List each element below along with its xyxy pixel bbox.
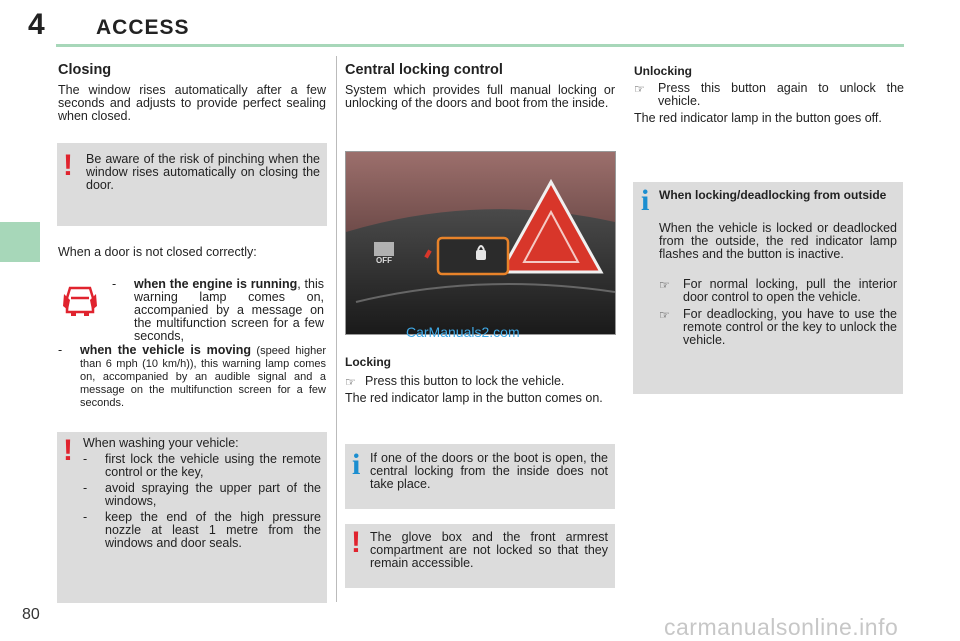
pointing-hand-icon: ☞ [659, 278, 670, 292]
unlocking-text: The red indicator lamp in the button goes off. [634, 111, 882, 125]
outside-info-text: When the vehicle is locked or deadlocked from the outside, the red indicator lamp flashes and the button is inactive. [659, 221, 897, 261]
pinching-warning-text: Be aware of the risk of pinching when the window rises automatically on closing the door. [86, 152, 320, 192]
glovebox-warning-box [345, 524, 615, 588]
photo-watermark: CarManuals2.com [406, 324, 520, 340]
footer-watermark: carmanualsonline.info [664, 614, 899, 640]
photo-off-label: OFF [376, 256, 392, 265]
washing-item: - keep the end of the high pressure nozzle at least 1 metre from the windows and door seals. [83, 510, 321, 550]
chapter-title: ACCESS [96, 16, 190, 39]
engine-running-text: , this warning lamp comes on, accompanied by a message on the multifunction screen for a few seconds, [134, 277, 325, 343]
column-divider [336, 56, 337, 602]
unlocking-step: ☞ Press this button again to unlock the vehicle. [634, 81, 904, 108]
washing-item: - first lock the vehicle using the remote control or the key, [83, 452, 321, 479]
central-locking-text: System which provides full manual locking or unlocking of the doors and boot from the inside. [345, 83, 615, 110]
info-icon: i [641, 184, 650, 217]
header-rule [56, 44, 904, 47]
info-icon: i [352, 448, 361, 481]
locking-step: ☞ Press this button to lock the vehicle. [345, 374, 565, 389]
closing-title: Closing [58, 62, 112, 78]
unlocking-title: Unlocking [634, 64, 693, 78]
washing-list [83, 453, 323, 550]
locking-info-text: If one of the doors or the boot is open, the central locking from the inside does not take place. [370, 451, 608, 491]
washing-warning-box [57, 432, 327, 603]
exclamation-icon: ! [351, 526, 361, 559]
outside-locking-info-box [633, 182, 903, 394]
engine-running-bold: when the engine is running [134, 277, 298, 291]
door-open-warning-icon [60, 280, 100, 320]
chapter-number: 4 [28, 8, 45, 41]
closing-text: The window rises automatically after a few seconds and adjusts to provide perfect sealing when closed. [58, 83, 326, 123]
pointing-hand-icon: ☞ [659, 308, 670, 322]
washing-item: - avoid spraying the upper part of the windows, [83, 481, 321, 508]
central-locking-photo [345, 151, 616, 335]
page-number: 80 [22, 606, 40, 623]
exclamation-icon: ! [63, 149, 73, 182]
washing-title: When washing your vehicle: [83, 436, 239, 450]
outside-info-title: When locking/deadlocking from outside [659, 188, 887, 202]
locking-title: Locking [345, 355, 392, 369]
locking-info-box [345, 444, 615, 509]
pinching-warning-box [57, 143, 327, 226]
outside-info-list [659, 278, 899, 347]
chapter-side-tab [0, 222, 40, 262]
pointing-hand-icon: ☞ [345, 375, 356, 389]
glovebox-warning-text: The glove box and the front armrest compartment are not locked so that they remain accessible. [370, 530, 608, 570]
vehicle-moving-text: (speed higher than 6 mph (10 km/h)), this warning lamp comes on, accompanied by an audible signal and a message on the multifunction screen for a few seconds. [80, 345, 326, 409]
pointing-hand-icon: ☞ [634, 82, 645, 96]
locking-text: The red indicator lamp in the button comes on. [345, 391, 603, 405]
exclamation-icon: ! [63, 434, 73, 467]
outside-info-item: ☞ For normal locking, pull the interior door control to open the vehicle. [659, 277, 897, 304]
outside-info-item: ☞ For deadlocking, you have to use the remote control or the key to unlock the vehicle. [659, 307, 897, 347]
central-locking-title: Central locking control [345, 62, 503, 78]
engine-running-item: - when the engine is running, this warning lamp comes on, accompanied by a message on the multifunction screen for a few seconds, [112, 277, 325, 343]
vehicle-moving-bold: when the vehicle is moving [80, 343, 252, 357]
vehicle-moving-item: - when the vehicle is moving (speed higher than 6 mph (10 km/h)), this warning lamp comes on, accompanied by an audible signal and a message on the multifunction screen for a few seconds. [58, 343, 326, 409]
door-not-closed-text: When a door is not closed correctly: [58, 245, 257, 259]
